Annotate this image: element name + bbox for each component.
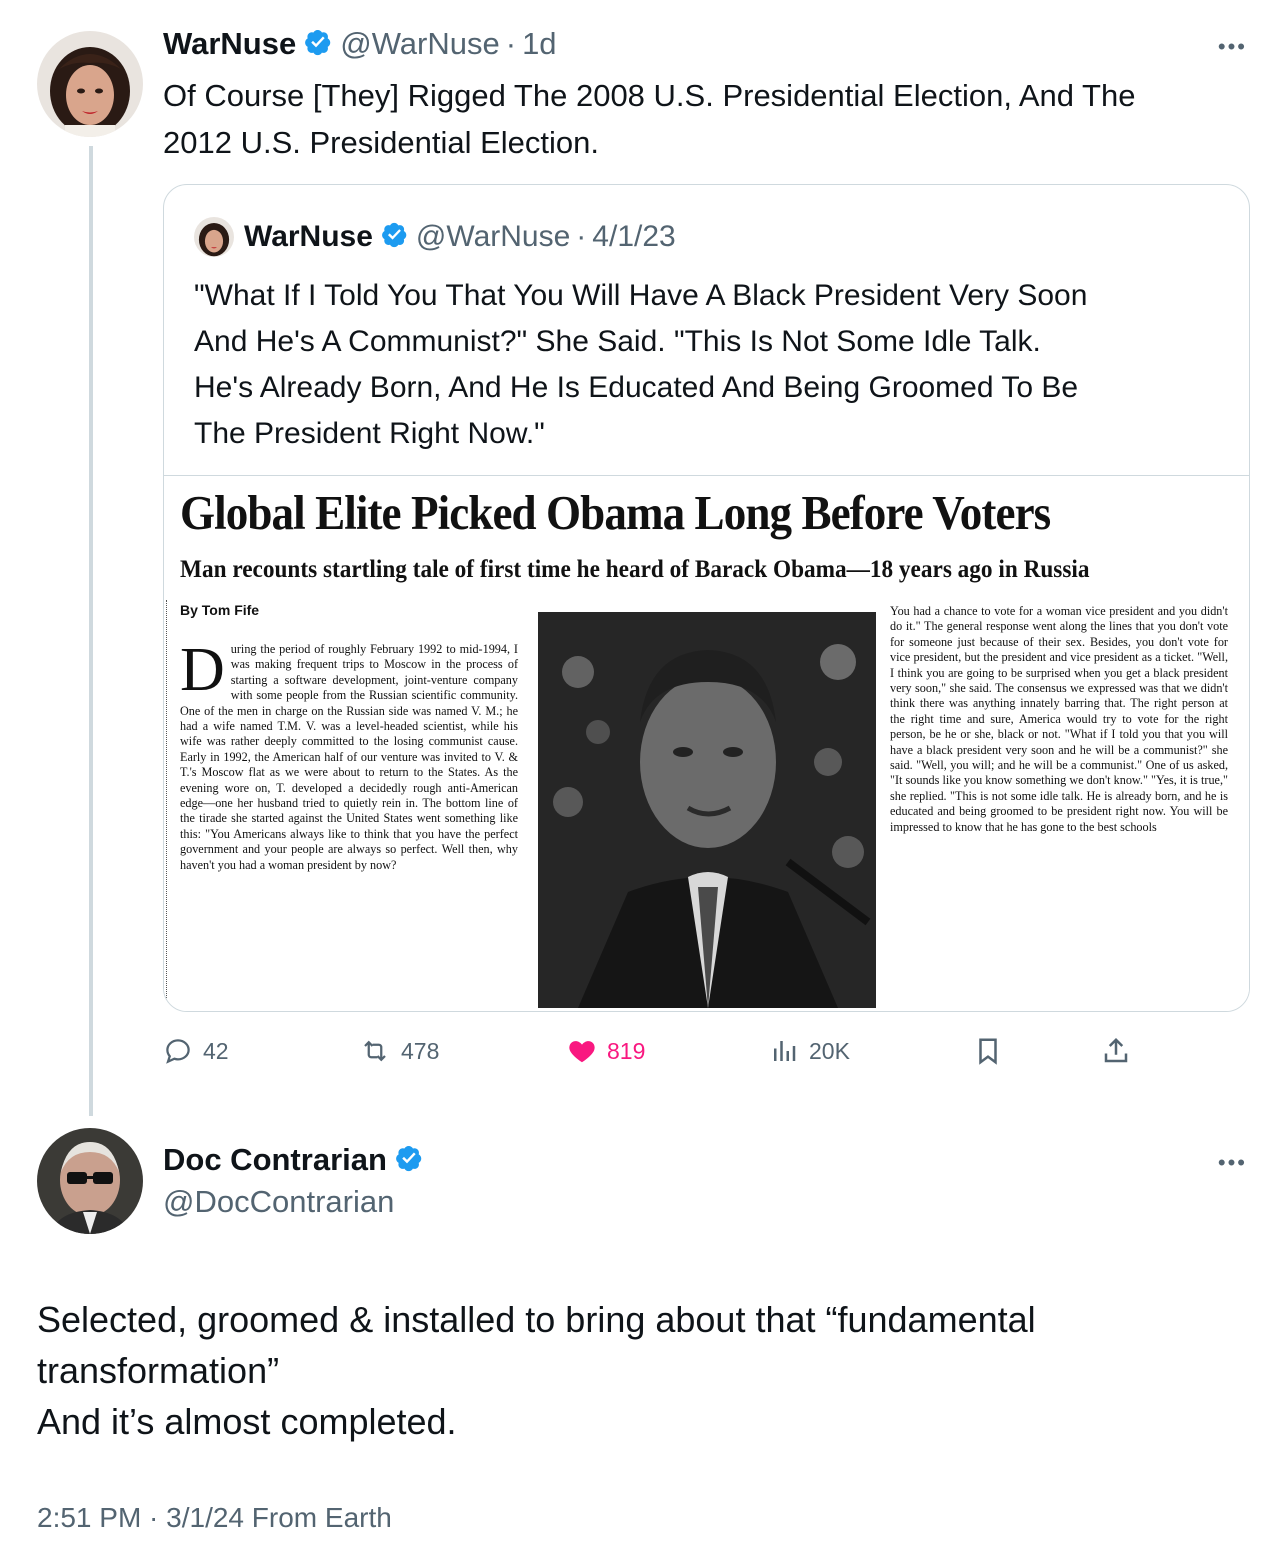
verified-badge-icon xyxy=(304,28,332,61)
tweet2-header-handle-row xyxy=(163,1184,394,1220)
like-icon xyxy=(567,1036,597,1066)
tweet-time[interactable]: 1d xyxy=(522,26,557,61)
clipping-dotted-rule xyxy=(166,600,167,1010)
tweet2-header-name-row xyxy=(163,1142,423,1178)
views-icon xyxy=(769,1036,799,1066)
tweet-action-bar xyxy=(163,1030,1163,1070)
share-button[interactable] xyxy=(1101,1036,1131,1066)
clipping-byline: By Tom Fife xyxy=(180,602,260,618)
bookmark-icon xyxy=(973,1036,1003,1066)
separator-dot: · xyxy=(576,220,587,253)
repost-icon xyxy=(359,1036,391,1066)
more-icon[interactable]: ••• xyxy=(1217,1150,1247,1175)
clipping-right-column: You had a chance to vote for a woman vice president and you didn't do it." The general response went along the lines that you don't vote for someone just because of their sex. Besides, you don't vote for vice president, but the president and vice president as a ticket. "Well, I think you are going to be surprised when you get a black president very soon," she said. The consensus we expressed was that we didn't think there was anything innately barring that. The right person at the right time and sure, America would try to vote for the right person, be he or she, black or not. "What if I told you that you will have a black president very soon and he will be a communist?" she said. "Well, you will; and he will be a communist." One of us asked, "It sounds like you know something we don't know." "Yes, it is true," she replied. "This is not some idle talk. He is already born, and he is educated and being groomed to be president right now. You will be impressed to know that he has gone to the best schools xyxy=(890,604,1228,834)
separator-dot: · xyxy=(505,26,517,61)
reply-button[interactable] xyxy=(163,1036,229,1066)
author-name[interactable]: Doc Contrarian xyxy=(163,1142,387,1177)
tweet2-text-line2: transformation” xyxy=(37,1350,280,1391)
tweet1-text-line1: Of Course [They] Rigged The 2008 U.S. Presidential Election, And The xyxy=(163,78,1136,113)
repost-count: 478 xyxy=(401,1037,440,1064)
views-count: 20K xyxy=(809,1037,850,1064)
clipping-subhead: Man recounts startling tale of first time he heard of Barack Obama—18 years ago in Russia xyxy=(180,556,1090,583)
author-name[interactable]: WarNuse xyxy=(163,26,297,61)
verified-badge-icon xyxy=(381,221,408,253)
newspaper-clipping-image[interactable] xyxy=(164,475,1250,1012)
tweet1-text-line2: 2012 U.S. Presidential Election. xyxy=(163,125,599,160)
quote-text-line: "What If I Told You That You Will Have A Black President Very Soon xyxy=(194,279,1088,312)
quoted-tweet-card[interactable] xyxy=(163,184,1250,1012)
reply-count: 42 xyxy=(203,1037,229,1064)
avatar-warnuse-small[interactable] xyxy=(194,217,234,257)
avatar-doccontrarian[interactable] xyxy=(37,1128,143,1234)
repost-button[interactable] xyxy=(359,1036,439,1066)
quote-author-name[interactable]: WarNuse xyxy=(244,220,373,253)
clipping-dropcap: D xyxy=(180,636,225,704)
more-icon[interactable]: ••• xyxy=(1217,34,1247,59)
quote-header xyxy=(194,217,676,257)
tweet-timestamp[interactable]: 2:51 PM · 3/1/24 From Earth xyxy=(37,1502,392,1533)
share-icon xyxy=(1101,1036,1131,1066)
quote-text-line: He's Already Born, And He Is Educated And Being Groomed To Be xyxy=(194,371,1079,404)
views-button[interactable] xyxy=(769,1036,850,1066)
reply-icon xyxy=(163,1036,193,1066)
clipping-left-column xyxy=(180,636,518,873)
tweet1-text xyxy=(163,72,1253,166)
author-handle[interactable]: @DocContrarian xyxy=(163,1184,395,1219)
like-count: 819 xyxy=(607,1037,646,1064)
like-button[interactable] xyxy=(567,1036,645,1066)
quote-text-line: The President Right Now." xyxy=(194,417,545,450)
quote-text-line: And He's A Communist?" She Said. "This Is Not Some Idle Talk. xyxy=(194,325,1041,358)
author-handle[interactable]: @WarNuse xyxy=(340,26,500,61)
clipping-left-text: uring the period of roughly February 1992 to mid-1994, I was making frequent trips to Moscow in the process of starting a software development, joint-venture company with some people from the Russian scientific community. One of the men in charge on the Russian side was named V. M.; he had a wife named T.M. V. was a level-headed scientist, while his wife was rather deeply committed to the losing communist cause. Early in 1992, the American half of our venture was invited to V. & T.'s Moscow flat as we were about to return to the States. As the evening wore on, T. developed a decidedly rough anti-American edge—one her husband tried to quietly rein in. The bottom line of the tirade she started against the United States went something like this: "You Americans always like to think that you have the perfect government and your people are always so perfect. Well then, why haven't you had a woman president by now? xyxy=(180,642,518,872)
tweet2-text-line1: Selected, groomed & installed to bring about that “fundamental xyxy=(37,1299,1036,1340)
clipping-headline: Global Elite Picked Obama Long Before Voters xyxy=(180,485,1051,540)
tweet2-text xyxy=(37,1294,1237,1447)
verified-badge-icon xyxy=(395,1144,423,1177)
tweet2-text-line3: And it’s almost completed. xyxy=(37,1401,457,1442)
tweet1-header xyxy=(163,26,557,62)
quote-author-handle[interactable]: @WarNuse xyxy=(415,220,571,253)
thread-connector-line xyxy=(89,146,93,1116)
quote-text xyxy=(194,273,1224,457)
avatar-warnuse[interactable] xyxy=(37,31,143,137)
bookmark-button[interactable] xyxy=(973,1036,1003,1066)
quote-date[interactable]: 4/1/23 xyxy=(592,220,676,253)
clipping-photo xyxy=(538,612,876,1008)
